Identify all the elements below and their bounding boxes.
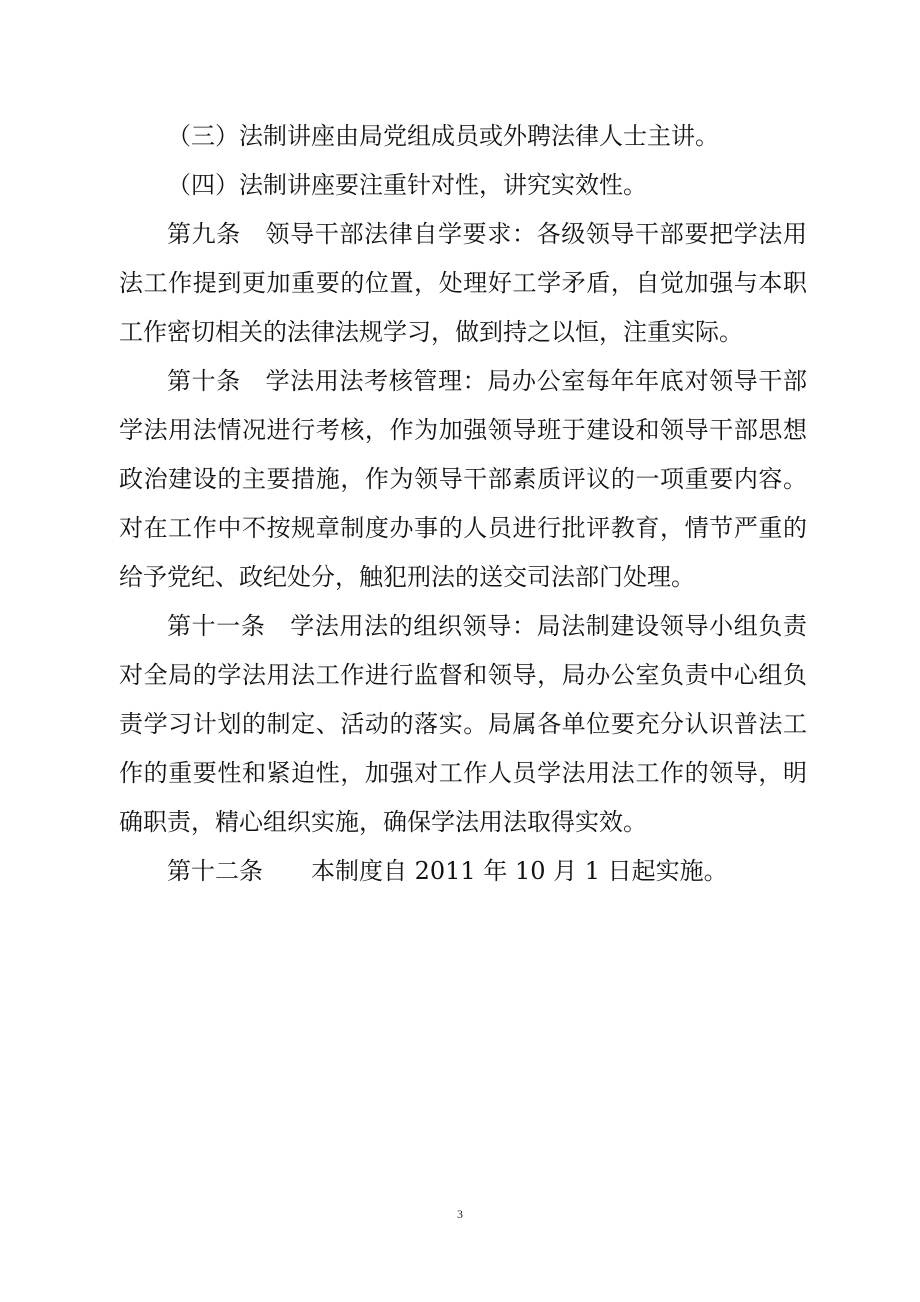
paragraph-article-11: 第十一条 学法用法的组织领导：局法制建设领导小组负责对全局的学法用法工作进行监督和领导，局办公室负责中心组负责学习计划的制定、活动的落实。局属各单位要充分认识普法工作的重要性和紧迫性，加强对工作人员学法用法工作的领导，明确职责，精心组织实施，确保学法用法取得实效。 xyxy=(119,612,807,836)
document-body xyxy=(119,112,807,896)
paragraph-article-10: 第十条 学法用法考核管理：局办公室每年年底对领导干部学法用法情况进行考核，作为加强领导班于建设和领导干部思想政治建设的主要措施，作为领导干部素质评议的一项重要内容。对在工作中不按规章制度办事的人员进行批评教育，情节严重的给予党纪、政纪处分，触犯刑法的送交司法部门处理。 xyxy=(119,367,807,591)
paragraph-lecture-focus: （四）法制讲座要注重针对性，讲究实效性。 xyxy=(167,171,647,199)
page-number: 3 xyxy=(457,1207,463,1221)
paragraph-article-9: 第九条 领导干部法律自学要求：各级领导干部要把学法用法工作提到更加重要的位置，处理好工学矛盾，自觉加强与本职工作密切相关的法律法规学习，做到持之以恒，注重实际。 xyxy=(119,220,807,346)
paragraph-lecture-presenters: （三）法制讲座由局党组成员或外聘法律人士主讲。 xyxy=(167,122,719,150)
paragraph-article-12: 第十二条 本制度自 2011 年 10 月 1 日起实施。 xyxy=(167,857,728,885)
